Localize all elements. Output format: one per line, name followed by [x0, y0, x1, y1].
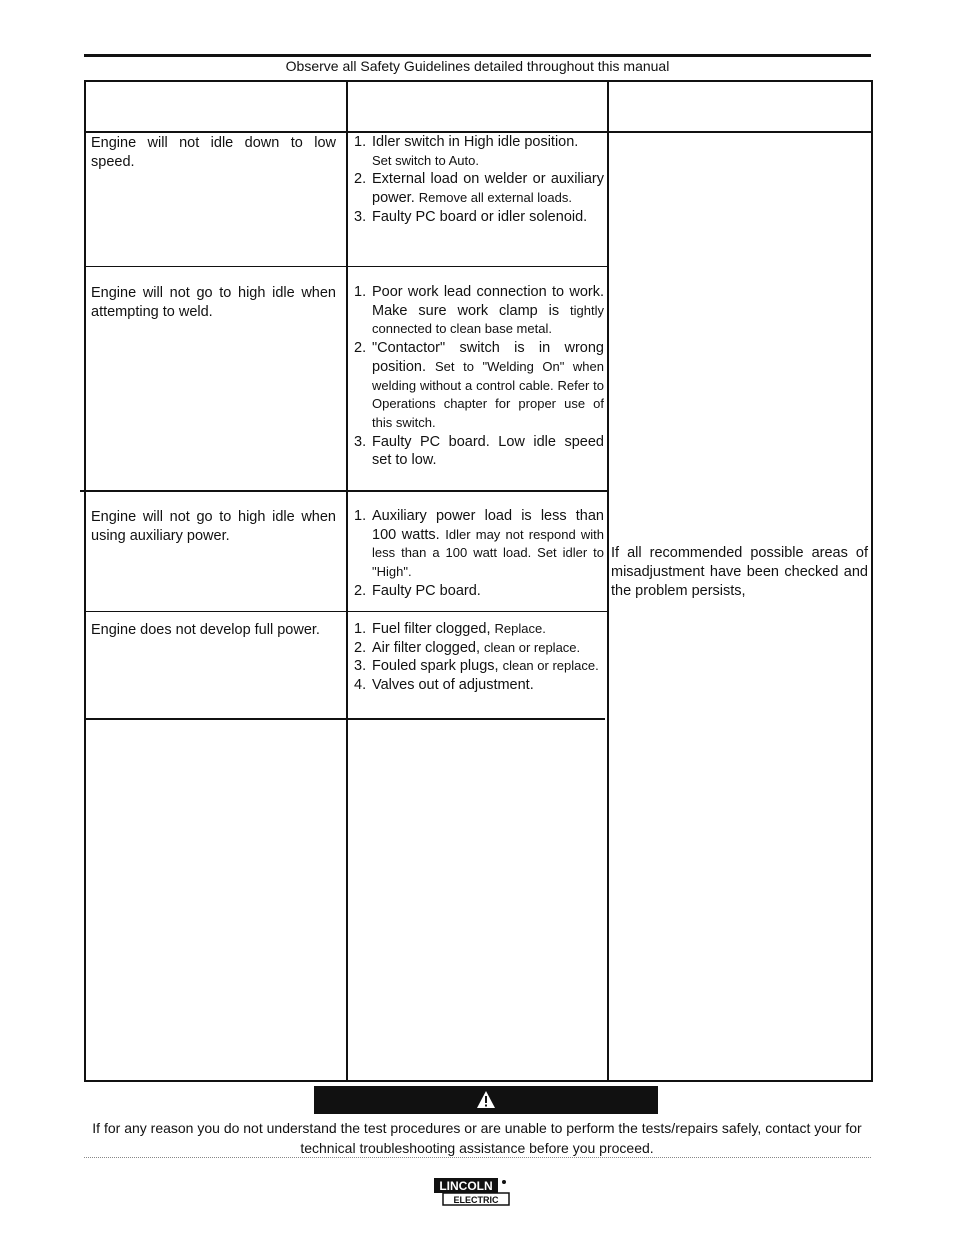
warning-triangle-icon: [476, 1090, 496, 1110]
row-divider-4: [84, 718, 605, 720]
safety-guidelines-note: Observe all Safety Guidelines detailed throughout this manual: [285, 58, 670, 74]
top-rule: [84, 54, 871, 57]
cause-item: 2. Air filter clogged, clean or replace.: [354, 639, 581, 656]
caution-banner: [314, 1086, 658, 1114]
symptom-no-high-idle-weld: Engine will not go to high idle when attempting to weld.: [91, 285, 336, 320]
cause-item: 2. "Contactor" switch is in wrong position. Set to "Welding On" when welding without a control cable. Refer to Operations chapter for proper use of this switch.: [354, 340, 604, 430]
cause-item: 4. Valves out of adjustment.: [354, 677, 534, 694]
symptom-no-high-idle-aux: Engine will not go to high idle when using auxiliary power.: [91, 509, 336, 544]
row-divider-2: [80, 490, 608, 492]
column-divider-2: [607, 80, 609, 1080]
svg-text:ELECTRIC: ELECTRIC: [453, 1195, 499, 1205]
cause-item: 1. Fuel filter clogged, Replace.: [354, 621, 546, 637]
row-divider-3: [86, 611, 608, 612]
cause-item: 1. Poor work lead connection to work. Make sure work clamp is tightly connected to clean base metal.: [354, 284, 604, 337]
caution-text: If for any reason you do not understand the test procedures or are unable to perform the tests/repairs safely, contact your for technical troubleshooting assistance before you proceed.: [92, 1120, 862, 1156]
row-divider-1: [86, 266, 608, 267]
causes-list-no-high-idle-weld: [354, 283, 604, 470]
causes-list-no-high-idle-aux: [354, 507, 604, 601]
causes-list-no-full-power: [354, 620, 604, 695]
cause-item: 3. Faulty PC board. Low idle speed set to low.: [354, 433, 604, 469]
recommended-action-text: If all recommended possible areas of misadjustment have been checked and the problem persists,: [611, 545, 868, 599]
cause-item: 2. External load on welder or auxiliary power. Remove all external loads.: [354, 171, 604, 207]
cause-item: 3. Faulty PC board or idler solenoid.: [354, 208, 588, 225]
svg-text:LINCOLN: LINCOLN: [439, 1179, 493, 1193]
causes-list-idle-low: [354, 133, 604, 227]
symptom-no-full-power: Engine does not develop full power.: [91, 622, 320, 638]
cause-item: 1. Auxiliary power load is less than 100 watts. Idler may not respond with less than a 100 watt load. Set idler to "High".: [354, 508, 605, 580]
cause-item: 1. Idler switch in High idle position. Set switch to Auto.: [354, 134, 579, 168]
cause-item: 2. Faulty PC board.: [354, 582, 481, 599]
lincoln-electric-logo: [433, 1177, 511, 1207]
cause-item: 3. Fouled spark plugs, clean or replace.: [354, 658, 599, 675]
symptom-idle-low: Engine will not idle down to low speed.: [91, 135, 336, 170]
column-divider-1: [346, 80, 348, 1080]
footer-dotted-rule: [84, 1157, 871, 1158]
